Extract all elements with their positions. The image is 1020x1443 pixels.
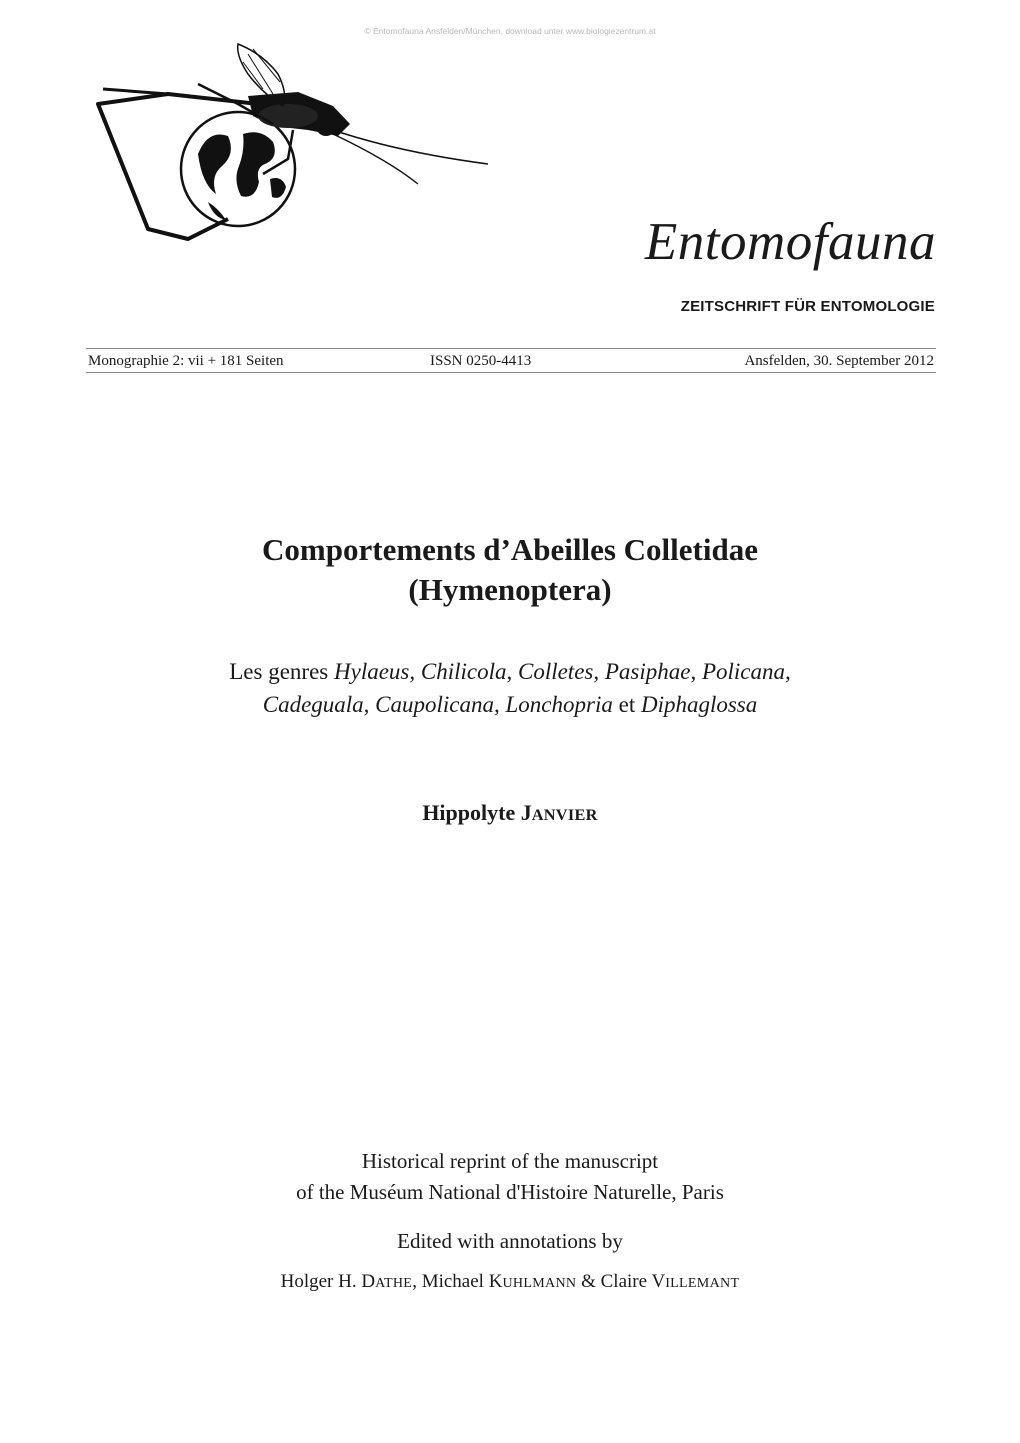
reprint-line-1: Historical reprint of the manuscript: [361, 1149, 659, 1173]
journal-subtitle: ZEITSCHRIFT FÜR ENTOMOLOGIE: [680, 298, 935, 315]
header-rule-bottom: [86, 372, 936, 373]
author-given-name: Hippolyte: [422, 800, 521, 825]
author-name: [0, 800, 1020, 826]
author-surname-rest: ANVIER: [531, 805, 598, 824]
editor-separator-2: & Claire: [576, 1271, 652, 1292]
genres-line-2: [0, 688, 1020, 721]
header-rule-top: [86, 348, 936, 349]
issn: ISSN 0250-4413: [430, 353, 532, 369]
genres-prefix: Les genres: [229, 659, 334, 684]
copyright-watermark: © Entomofauna Ansfelden/München, download unter www.biologiezentrum.at: [364, 26, 656, 36]
journal-title: Entomofauna: [644, 213, 936, 271]
editor-3-surname: ILLEMANT: [665, 1275, 740, 1291]
title-line-2: (Hymenoptera): [408, 572, 612, 607]
genres-subtitle: [0, 655, 1020, 721]
genres-conjunction: et: [612, 692, 641, 717]
genres-list-1: Hylaeus, Chilicola, Colletes, Pasiphae, Policana,: [334, 659, 791, 684]
genres-list-3: Diphaglossa: [640, 692, 758, 717]
publication-date: Ansfelden, 30. September 2012: [744, 353, 934, 369]
genres-line-1: [0, 655, 1020, 688]
editors-list: [0, 1271, 1020, 1293]
genres-list-2: Cadeguala, Caupolicana, Lonchopria: [262, 692, 613, 717]
wasp-on-globe-logo: [88, 34, 498, 249]
editor-1-initial: D: [361, 1271, 376, 1292]
editor-1-surname: ATHE: [375, 1275, 413, 1291]
reprint-line-2: of the Muséum National d'Histoire Naturelle, Paris: [296, 1180, 724, 1204]
editor-separator-1: , Michael: [412, 1271, 489, 1292]
editor-2-initial: K: [488, 1271, 503, 1292]
monograph-title: [0, 530, 1020, 610]
monograph-info: Monographie 2: vii + 181 Seiten: [88, 353, 284, 369]
edited-by-label: Edited with annotations by: [397, 1229, 623, 1253]
author-surname-initial: J: [520, 800, 532, 825]
editor-3-initial: V: [651, 1271, 666, 1292]
editor-2-surname: UHLMANN: [502, 1275, 577, 1291]
title-line-1: Comportements d’Abeilles Colletidae: [262, 532, 758, 567]
editor-1-given: Holger H.: [280, 1271, 362, 1292]
reprint-note: [0, 1146, 1020, 1208]
